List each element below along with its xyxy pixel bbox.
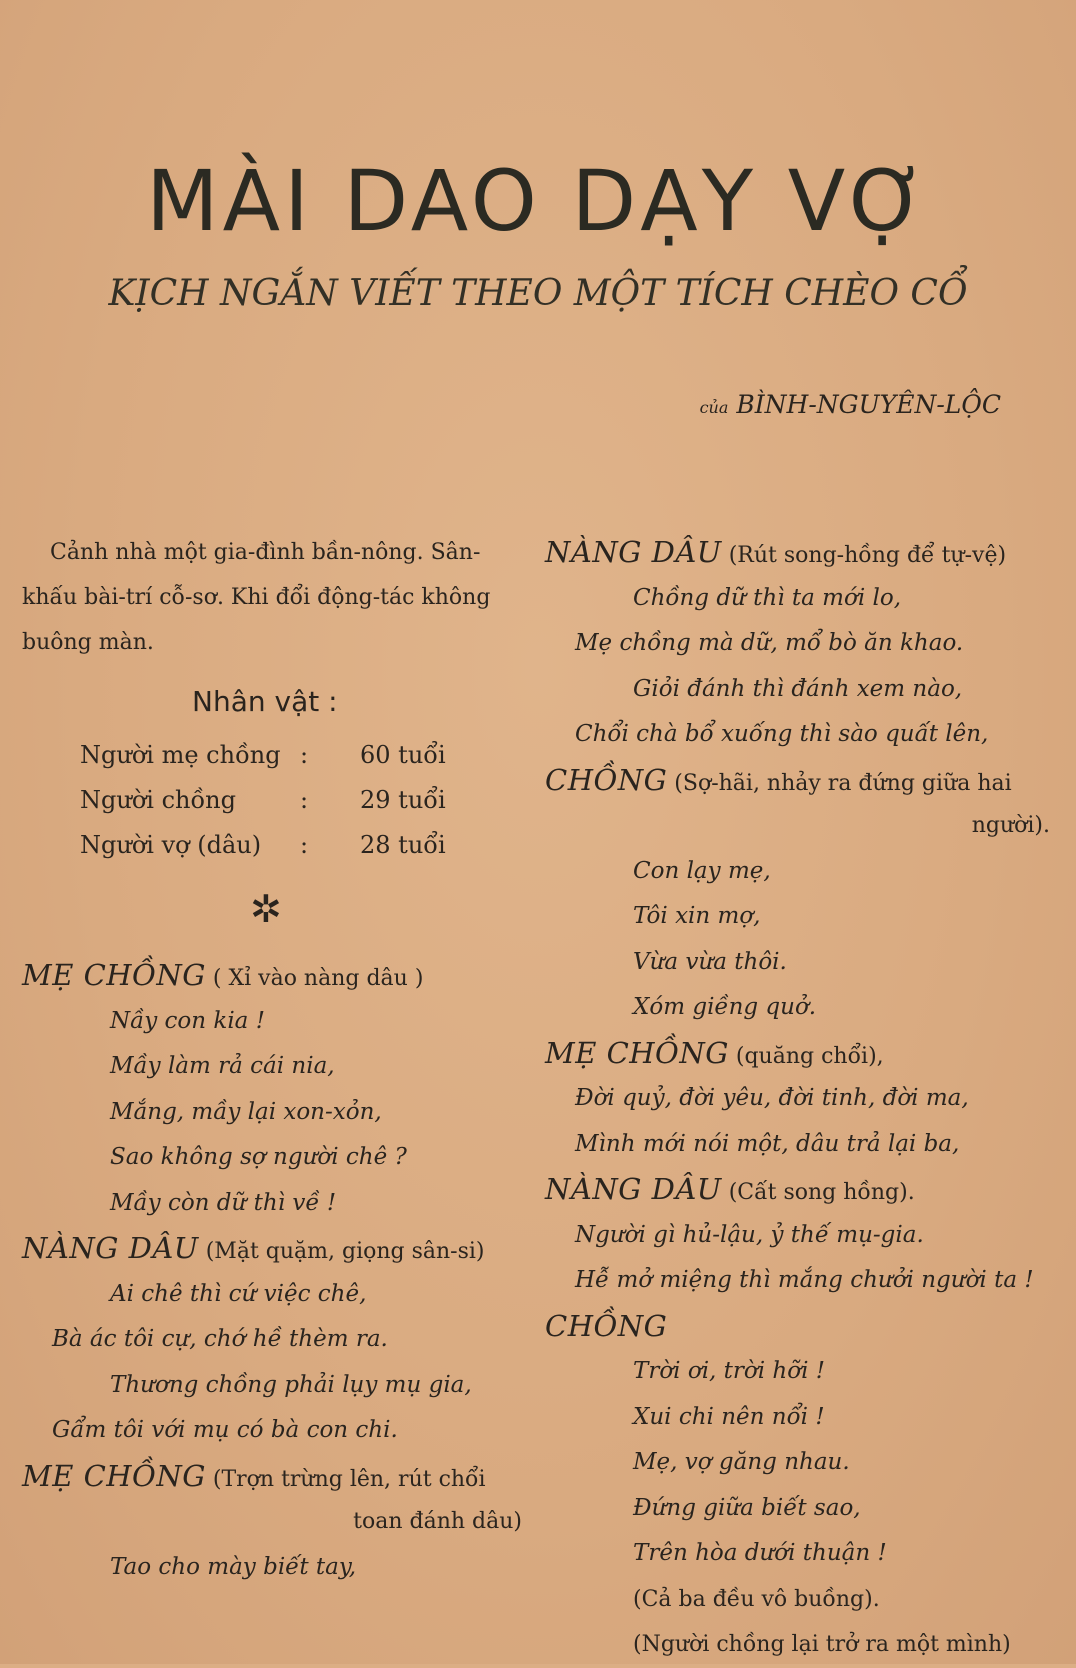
- left-column: [22, 530, 522, 1590]
- cast-heading: Nhân vật :: [192, 685, 338, 718]
- verse-line: Mầy còn dữ thì về !: [110, 1189, 337, 1216]
- stage-direction-line: (Cả ba đều vô buồng).: [633, 1586, 880, 1612]
- verse-line: Con lạy mẹ,: [633, 857, 771, 884]
- cast-row: [80, 822, 522, 867]
- verse-line: Hễ mở miệng thì mắng chưởi người ta !: [575, 1267, 1034, 1293]
- verse-line: Vừa vừa thôi.: [633, 948, 787, 975]
- verse-line: Bà ác tôi cự, chớ hề thèm ra.: [52, 1326, 388, 1352]
- verse-line: Đứng giữa biết sao,: [633, 1494, 861, 1521]
- speaker-line: [22, 953, 522, 999]
- verse-line: Ai chê thì cứ việc chê,: [110, 1280, 367, 1307]
- stage-direction: (Rút song-hồng để tự-vệ): [721, 543, 1007, 568]
- stage-direction: (Cất song hồng).: [721, 1180, 915, 1205]
- verse-line: Người gì hủ-lậu, ỷ thế mụ-gia.: [575, 1221, 924, 1248]
- speaker-name: MẸ CHỒNG: [22, 1458, 206, 1493]
- verse-line: Giỏi đánh thì đánh xem nào,: [633, 675, 963, 702]
- verse-line: Xui chi nên nổi !: [633, 1403, 825, 1430]
- stage-direction: (quăng chổi),: [728, 1043, 884, 1069]
- separator-ornament: ✲: [250, 887, 282, 931]
- cast-separator: :: [300, 740, 309, 769]
- verse-line: Tao cho mày biết tay,: [110, 1553, 357, 1580]
- verse-line: Tôi xin mợ,: [633, 903, 761, 929]
- stage-direction-continued: người).: [971, 813, 1050, 838]
- cast-separator: :: [300, 830, 309, 859]
- byline-author: BÌNH-NGUYÊN-LỘC: [736, 390, 1001, 419]
- speaker-line: [545, 1031, 1050, 1077]
- verse-line: Trời ơi, trời hỡi !: [633, 1358, 825, 1384]
- verse-line: Mắng, mầy lại xon-xỏn,: [110, 1098, 382, 1125]
- stage-direction: (Mặt quặm, giọng sân-si): [198, 1239, 485, 1264]
- speaker-line: [545, 1304, 1050, 1350]
- cast-role: Người chồng: [80, 785, 236, 814]
- stage-direction: ( Xỉ vào nàng dâu ): [205, 966, 424, 991]
- right-dialogue: [545, 530, 1050, 1668]
- left-dialogue: [22, 953, 522, 1590]
- cast-row: [80, 777, 522, 822]
- verse-line: Mình mới nói một, dâu trả lại ba,: [575, 1130, 960, 1157]
- cast-list: [80, 732, 522, 867]
- cast-role: Người vợ (dâu): [80, 830, 262, 859]
- speaker-line: [22, 1226, 522, 1272]
- cast-age: 28 tuổi: [360, 830, 446, 859]
- speaker-name: NÀNG DÂU: [22, 1231, 199, 1265]
- page-title: MÀI DAO DẠY VỢ: [146, 152, 930, 250]
- cast-role: Người mẹ chồng: [80, 740, 281, 769]
- verse-line: Chổi chà bổ xuống thì sào quất lên,: [575, 721, 989, 747]
- verse-line: Xóm giềng quở.: [633, 994, 817, 1020]
- verse-line: Đời quỷ, đời yêu, đời tinh, đời ma,: [575, 1085, 969, 1111]
- verse-line: Mẹ, vợ găng nhau.: [633, 1449, 850, 1475]
- cast-age: 60 tuổi: [360, 740, 446, 769]
- verse-line: Nầy con kia !: [110, 1007, 265, 1034]
- page-subtitle: KỊCH NGẮN VIẾT THEO MỘT TÍCH CHÈO CỔ: [108, 273, 968, 314]
- speaker-name: MẸ CHỒNG: [545, 1035, 729, 1070]
- verse-line: Mẹ chồng mà dữ, mổ bò ăn khao.: [575, 630, 964, 656]
- byline: [700, 390, 1001, 419]
- speaker-line: [22, 1454, 522, 1500]
- speaker-line: [545, 1167, 1050, 1213]
- stage-direction: (Trợn trừng lên, rút chổi: [205, 1466, 486, 1492]
- verse-line: Mầy làm rả cái nia,: [110, 1053, 335, 1079]
- speaker-line: [545, 530, 1050, 576]
- verse-line: Gẩm tôi với mụ có bà con chi.: [52, 1417, 398, 1443]
- cast-row: [80, 732, 522, 777]
- stage-direction: (Sợ-hãi, nhảy ra đứng giữa hai: [667, 770, 1012, 796]
- speaker-line: [545, 758, 1050, 804]
- stage-direction-line: (Người chồng lại trở ra một mình): [633, 1632, 1011, 1657]
- verse-line: Trên hòa dưới thuận !: [633, 1540, 887, 1566]
- speaker-name: CHỒNG: [545, 1308, 668, 1343]
- verse-line: Chồng dữ thì ta mới lo,: [633, 584, 902, 611]
- verse-line: Thương chồng phải lụy mụ gia,: [110, 1371, 472, 1398]
- byline-of: của: [699, 398, 729, 417]
- cast-separator: :: [300, 785, 309, 814]
- right-column: [545, 530, 1050, 1668]
- speaker-name: NÀNG DÂU: [545, 535, 722, 569]
- speaker-name: MẸ CHỒNG: [22, 958, 206, 992]
- speaker-name: CHỒNG: [545, 762, 668, 797]
- scene-intro: Cảnh nhà một gia-đình bần-nông. Sân-khấu bài-trí cỗ-sơ. Khi đổi động-tác không buông màn.: [22, 540, 491, 655]
- cast-age: 29 tuổi: [360, 785, 446, 814]
- stage-direction-continued: toan đánh dâu): [353, 1509, 522, 1534]
- speaker-name: NÀNG DÂU: [545, 1172, 722, 1206]
- verse-line: Sao không sợ người chê ?: [110, 1144, 407, 1170]
